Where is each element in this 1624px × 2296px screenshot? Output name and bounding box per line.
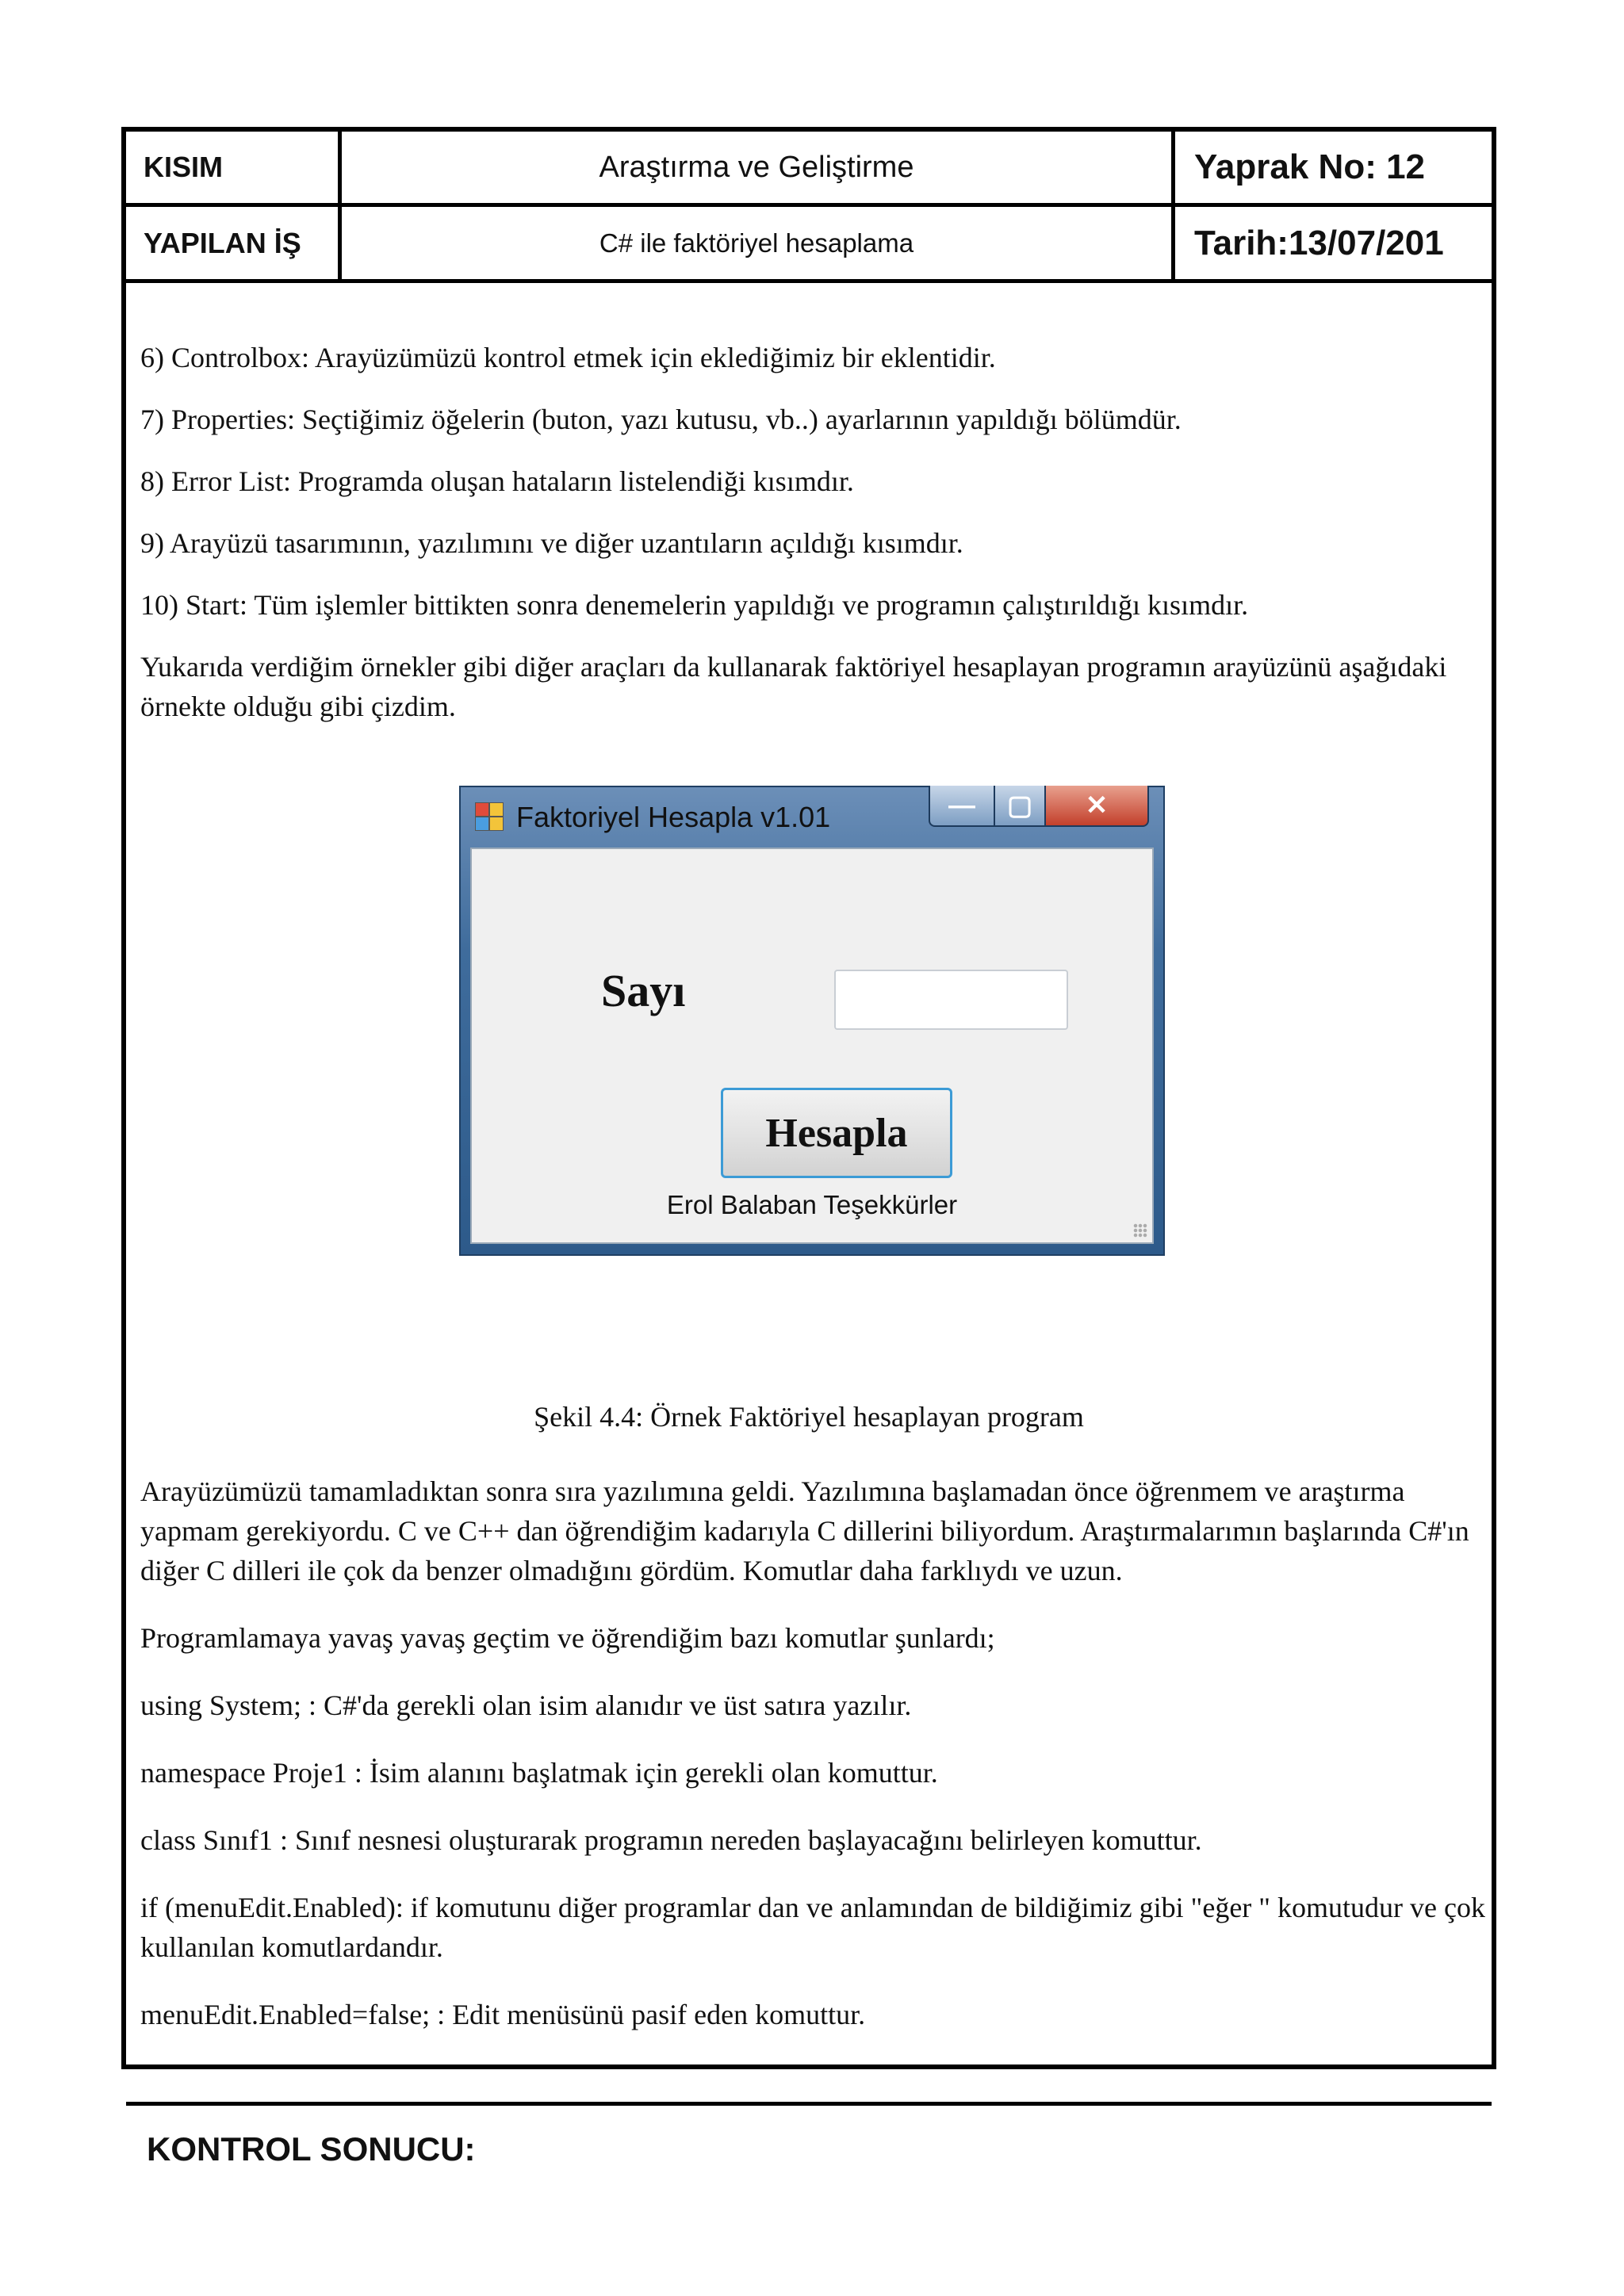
paragraph: if (menuEdit.Enabled): if komutunu diğer programlar dan ve anlamından de bildiğimiz gibi "eğer " komutudur ve çok kullanılan komutlardandır. [140, 1892, 1485, 1963]
figure-caption: Şekil 4.4: Örnek Faktöriyel hesaplayan program [534, 1401, 1084, 1433]
paragraph: Arayüzümüzü tamamladıktan sonra sıra yazılımına geldi. Yazılımına başlamadan önce öğrenmem ve araştırma yapmam gerekiyordu. C ve C++ dan öğrendiğim kadarıyla C dillerini biliyordum. Araştırmalarımın başlarında C#'ın diğer C dilleri ile çok da benzer olmadığını gördüm. Komutlar daha farklıydı ve uzun. [140, 1475, 1469, 1586]
kisim-value: Araştırma ve Geliştirme [599, 150, 914, 184]
app-icon [475, 802, 505, 832]
sayi-input[interactable] [834, 970, 1068, 1030]
document-frame [121, 127, 1496, 2168]
paragraph: Yukarıda verdiğim örnekler gibi diğer araçları da kullanarak faktöriyel hesaplayan programın arayüzünü aşağıdaki örnekte olduğu gibi çizdim. [140, 651, 1447, 722]
paragraph: 8) Error List: Programda oluşan hataların listelendiği kısımdır. [140, 465, 854, 497]
paragraph: 7) Properties: Seçtiğimiz öğelerin (buton, yazı kutusu, vb..) ayarlarının yapıldığı bölümdür. [140, 404, 1182, 435]
minimize-button[interactable]: — [929, 786, 995, 827]
app-window [459, 786, 1165, 1256]
footer-thanks-label: Erol Balaban Teşekkürler [666, 1190, 958, 1219]
window-titlebar [475, 795, 830, 840]
body-text-top [140, 338, 1488, 748]
yapilan-is-value: C# ile faktöriyel hesaplama [599, 228, 914, 258]
yapilan-is-label: YAPILAN İŞ [144, 226, 301, 259]
body-text-bottom [140, 1471, 1488, 2062]
resize-grip-icon[interactable] [1133, 1223, 1147, 1238]
paragraph: class Sınıf1 : Sınıf nesnesi oluşturarak programın nereden başlayacağını belirleyen komuttur. [140, 1824, 1202, 1856]
header-divider-2 [126, 279, 1492, 283]
close-button[interactable]: ✕ [1046, 786, 1149, 827]
sayi-label: Sayı [601, 965, 686, 1016]
tarih: Tarih:13/07/201 [1194, 223, 1444, 262]
window-client-area [470, 848, 1154, 1244]
maximize-button[interactable]: ▢ [995, 786, 1046, 827]
yaprak-no: Yaprak No: 12 [1194, 147, 1426, 186]
kontrol-sonucu-label: KONTROL SONUCU: [147, 2130, 476, 2168]
window-controls [929, 786, 1149, 827]
paragraph: Programlamaya yavaş yavaş geçtim ve öğrendiğim bazı komutlar şunlardı; [140, 1622, 995, 1654]
paragraph: using System; : C#'da gerekli olan isim alanıdır ve üst satıra yazılır. [140, 1689, 912, 1721]
paragraph: menuEdit.Enabled=false; : Edit menüsünü pasif eden komuttur. [140, 1999, 866, 2030]
paragraph: 6) Controlbox: Arayüzümüzü kontrol etmek için eklediğimiz bir eklentidir. [140, 342, 996, 373]
kisim-label: KISIM [144, 151, 224, 183]
paragraph: namespace Proje1 : İsim alanını başlatmak için gerekli olan komuttur. [140, 1757, 938, 1789]
paragraph: 9) Arayüzü tasarımının, yazılımını ve diğer uzantıların açıldığı kısımdır. [140, 527, 963, 559]
hesapla-button[interactable]: Hesapla [721, 1088, 952, 1178]
paragraph: 10) Start: Tüm işlemler bittikten sonra denemelerin yapıldığı ve programın çalıştırıldığı kısımdır. [140, 589, 1249, 621]
window-title: Faktoriyel Hesapla v1.01 [516, 801, 831, 833]
